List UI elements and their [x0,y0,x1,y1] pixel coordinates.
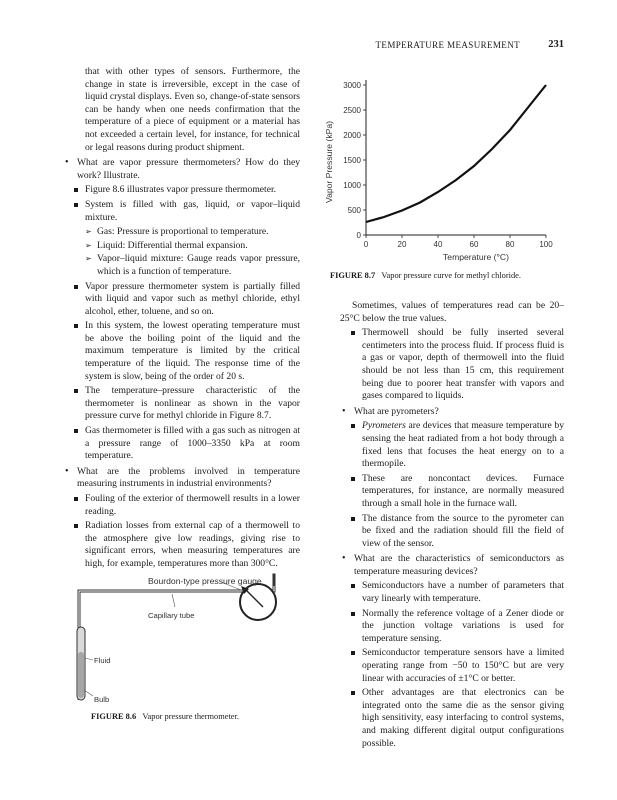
vapor-pressure-chart [318,70,566,270]
page-number: 231 [548,39,564,50]
x-tick-label: 80 [505,240,515,249]
question-pyrometers: • What are pyrometers? [340,406,564,419]
question-vapor-pressure-thermometers: • What are vapor pressure thermometers? How do they work? Illustrate. [63,157,300,182]
caption-text: Vapor pressure curve for methyl chloride. [381,271,521,280]
x-tick-label: 20 [397,240,407,249]
y-tick-labels [343,81,366,240]
list-item: Semiconductor temperature sensors have a limited operating range from −50 to 150°C but are very linear with accuracies of ±1°C or better. [340,647,564,685]
left-column [63,66,300,573]
list-item-text: are devices that measure temperature by sensing the heat radiated from a hot body through a fixed lens that focuses the heat energy on to a thermopile. [362,420,564,470]
list-item: System is filled with gas, liquid, or vapor–liquid mixture. [63,199,300,224]
label-capillary: Capillary tube [148,611,195,620]
y-tick-label: 1500 [343,156,361,165]
list-item: These are noncontact devices. Furnace temperatures, for instance, are normally measured through a small hole in the furnace wall. [340,473,564,511]
right-column [340,300,564,752]
label-fluid: Fluid [94,656,111,665]
y-tick-label: 1000 [343,181,361,190]
y-axis-label: Vapor Pressure (kPa) [324,121,334,203]
list-item: The temperature–pressure characteristic of the thermometer is nonlinear as shown in the vapor pressure curve for methyl chloride in Figure 8.7. [63,385,300,423]
figure-vapor-pressure-curve [318,70,566,280]
list-item: Gas thermometer is filled with a gas such as nitrogen at a pressure range of 1000–3350 kPa at room temperature. [63,425,300,463]
capillary-leader [172,594,175,607]
running-title: TEMPERATURE MEASUREMENT [375,40,520,50]
paragraph: Sometimes, values of temperatures read can be 20–25°C below the true values. [340,300,564,324]
list-item: The distance from the source to the pyrometer can be fixed and the radiation should fill the field of view of the sensor. [340,513,564,551]
question-industrial-problems: • What are the problems involved in temperature measuring instruments in industrial environments? [63,466,300,491]
sub-list-item: ➢ Liquid: Differential thermal expansion. [63,240,300,253]
list-item: Normally the reference voltage of a Zener diode or the junction voltage variations is used for temperature sensing. [340,608,564,646]
y-tick-label: 2000 [343,131,361,140]
caption-number: FIGURE 8.6 [91,712,137,721]
list-item: Vapor pressure thermometer system is partially filled with liquid and vapor such as methyl chloride, ethyl alcohol, ether, toluene, and so on. [63,281,300,319]
list-item: Thermowell should be fully inserted several centimeters into the process fluid. If process fluid is a gas or vapor, depth of thermowell into the fluid should be not less than 15 cm, this requirement being due to poorer heat transfer with vapors and gases compared to liquids. [340,327,564,403]
list-item: Figure 8.6 illustrates vapor pressure thermometer. [63,184,300,197]
list-item: Fouling of the exterior of thermowell results in a lower reading. [63,493,300,518]
sub-list-item: ➢ Gas: Pressure is proportional to temperature. [63,226,300,239]
caption-number: FIGURE 8.7 [330,271,376,280]
list-item: In this system, the lowest operating temperature must be above the boiling point of the liquid and the maximum temperature is limited by the critical temperature of the liquid. The response time of the system is slow, being of the order of 20 s. [63,320,300,383]
term-pyrometers: Pyrometers [362,420,406,432]
x-tick-labels [364,235,553,249]
label-gauge: Bourdon-type pressure gauge [148,576,262,586]
question-semiconductors: • What are the characteristics of semiconductors as temperature measuring devices? [340,553,564,578]
sub-list-item: ➢ Vapor–liquid mixture: Gauge reads vapor pressure, which is a function of temperature. [63,253,300,278]
x-tick-label: 0 [363,240,369,249]
list-item [340,420,564,470]
intro-paragraph: that with other types of sensors. Furthermore, the change in state is irreversible, except in the case of liquid crystal displays. Even so, change-of-state sensors can be handy when one needs confirmation that the temperature of a piece of equipment or a material has not exceeded a certain level, for instance, for technical or legal reasons during product shipment. [85,66,300,153]
figure-8-6-caption [91,712,301,721]
y-tick-label: 0 [356,231,361,240]
page-header [60,40,564,54]
label-bulb: Bulb [94,695,110,704]
list-item: Radiation losses from external cap of a thermowell to the atmosphere give low readings, giving rise to significant errors, when measuring temperatures are high, for example, temperatures more than 300°C. [63,520,300,570]
list-item: Other advantages are that electronics can be integrated onto the same die as the sensor giving high sensitivity, easy interfacing to control systems, and making different digital output configurations possible. [340,687,564,750]
y-tick-label: 500 [347,206,361,215]
y-tick-label: 3000 [343,81,361,90]
figure-vapor-pressure-thermometer [63,572,300,722]
list-item: Semiconductors have a number of parameters that vary linearly with temperature. [340,580,564,605]
x-tick-label: 40 [433,240,443,249]
thermometer-diagram [63,572,300,712]
x-tick-label: 60 [469,240,479,249]
x-tick-label: 100 [539,240,553,249]
fluid-fill [78,652,84,698]
series-line-methyl-chloride [366,85,546,222]
fluid-leader [85,658,93,660]
y-tick-label: 2500 [343,106,361,115]
x-axis-label: Temperature (°C) [443,252,509,262]
figure-8-7-caption [330,271,570,280]
caption-text: Vapor pressure thermometer. [142,712,239,721]
